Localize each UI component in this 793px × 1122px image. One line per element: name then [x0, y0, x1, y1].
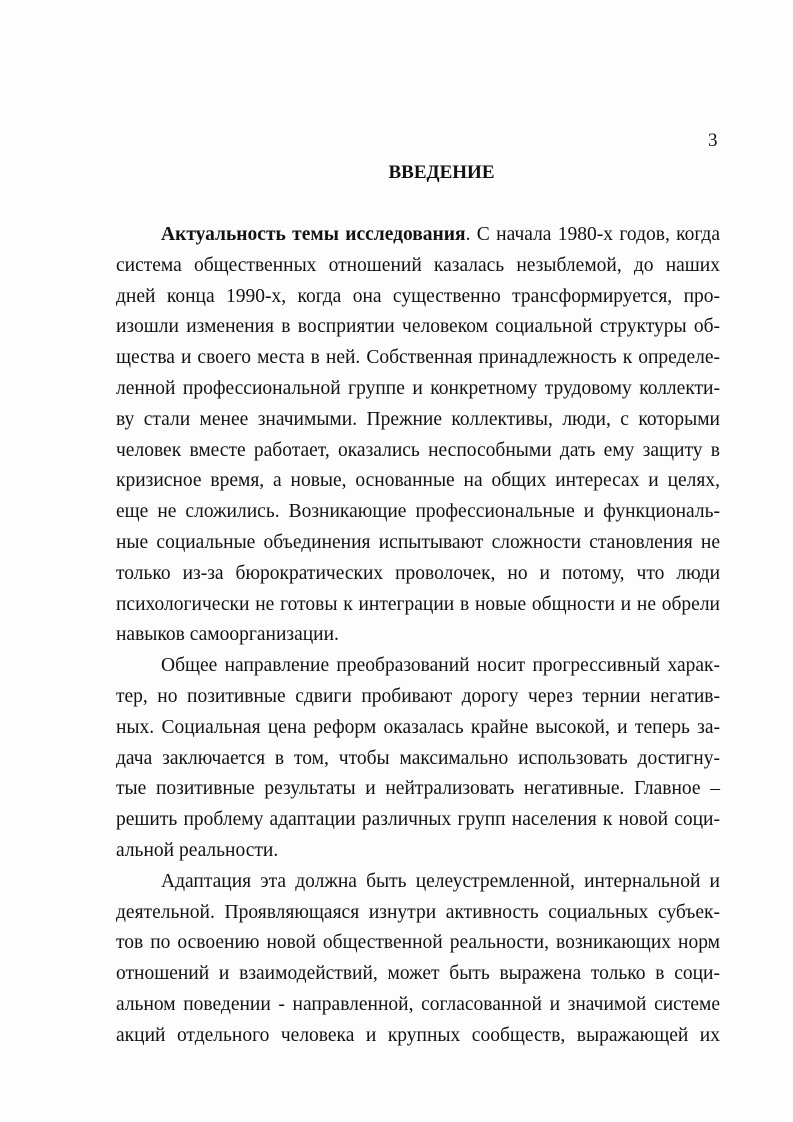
paragraph-1-line: дней конца 1990-х, когда она существенно трансформируется, про-: [116, 285, 720, 307]
paragraph-3-line: тов по освоению новой общественной реальности, возникающих норм: [116, 932, 720, 954]
page-number: 3: [708, 130, 718, 151]
paragraph-1-line: навыков самоорганизации.: [116, 624, 339, 646]
paragraph-3-line: акций отдельного человека и крупных сообществ, выражающей их: [116, 1024, 720, 1046]
paragraph-2-line: решить проблему адаптации различных групп населения к новой соци-: [116, 809, 720, 831]
paragraph-2-line: альной реальности.: [116, 839, 279, 861]
paragraph-1-line: кризисное время, а новые, основанные на общих интересах и целях,: [116, 470, 720, 492]
paragraph-3-line: отношений и взаимодействий, может быть выражена только в соци-: [116, 963, 720, 985]
body-text: [116, 220, 720, 1052]
paragraph-1-line: ву стали менее значимыми. Прежние коллективы, люди, с которыми: [116, 408, 720, 430]
paragraph-2-line: тер, но позитивные сдвиги пробивают дорогу через тернии негатив-: [116, 685, 720, 707]
paragraph-1-line: [116, 220, 720, 251]
paragraph-2-line: Общее направление преобразований носит прогрессивный харак-: [161, 655, 720, 677]
paragraph-1-line: человек вместе работает, оказались неспособными дать ему защиту в: [116, 439, 720, 461]
paragraph-3-line: Адаптация эта должна быть целеустремленной, интернальной и: [161, 870, 720, 892]
paragraph-1-line: ленной профессиональной группе и конкретному трудовому коллекти-: [116, 377, 720, 399]
paragraph-1-line: только из-за бюрократических проволочек, но и потому, что люди: [116, 562, 720, 584]
paragraph-3-line: альном поведении - направленной, согласованной и значимой системе: [116, 993, 720, 1015]
paragraph-2-line: тые позитивные результаты и нейтрализовать негативные. Главное –: [116, 778, 720, 800]
paragraph-1-line: ные социальные объединения испытывают сложности становления не: [116, 531, 720, 553]
paragraph-2-line: ных. Социальная цена реформ оказалась крайне высокой, и теперь за-: [116, 716, 720, 738]
paragraph-1-line: система общественных отношений казалась незыблемой, до наших: [116, 254, 720, 276]
paragraph-1-line: изошли изменения в восприятии человеком социальной структуры об-: [116, 316, 720, 338]
paragraph-3-line: деятельной. Проявляющаяся изнутри активность социальных субъек-: [116, 901, 720, 923]
section-heading: ВВЕДЕНИЕ: [388, 162, 495, 183]
paragraph-1-line: щества и своего места в ней. Собственная принадлежность к определе-: [116, 347, 720, 369]
paragraph-1-line-text: . С начала 1980-х годов, когда: [465, 224, 721, 245]
paragraph-1-line: еще не сложились. Возникающие профессиональные и функциональ-: [116, 501, 720, 523]
paragraph-1-line: психологически не готовы к интеграции в новые общности и не обрели: [116, 593, 720, 615]
paragraph-1-lead: Актуальность темы исследования: [161, 224, 466, 245]
paragraph-2-line: дача заключается в том, чтобы максимально использовать достигну-: [116, 747, 720, 769]
